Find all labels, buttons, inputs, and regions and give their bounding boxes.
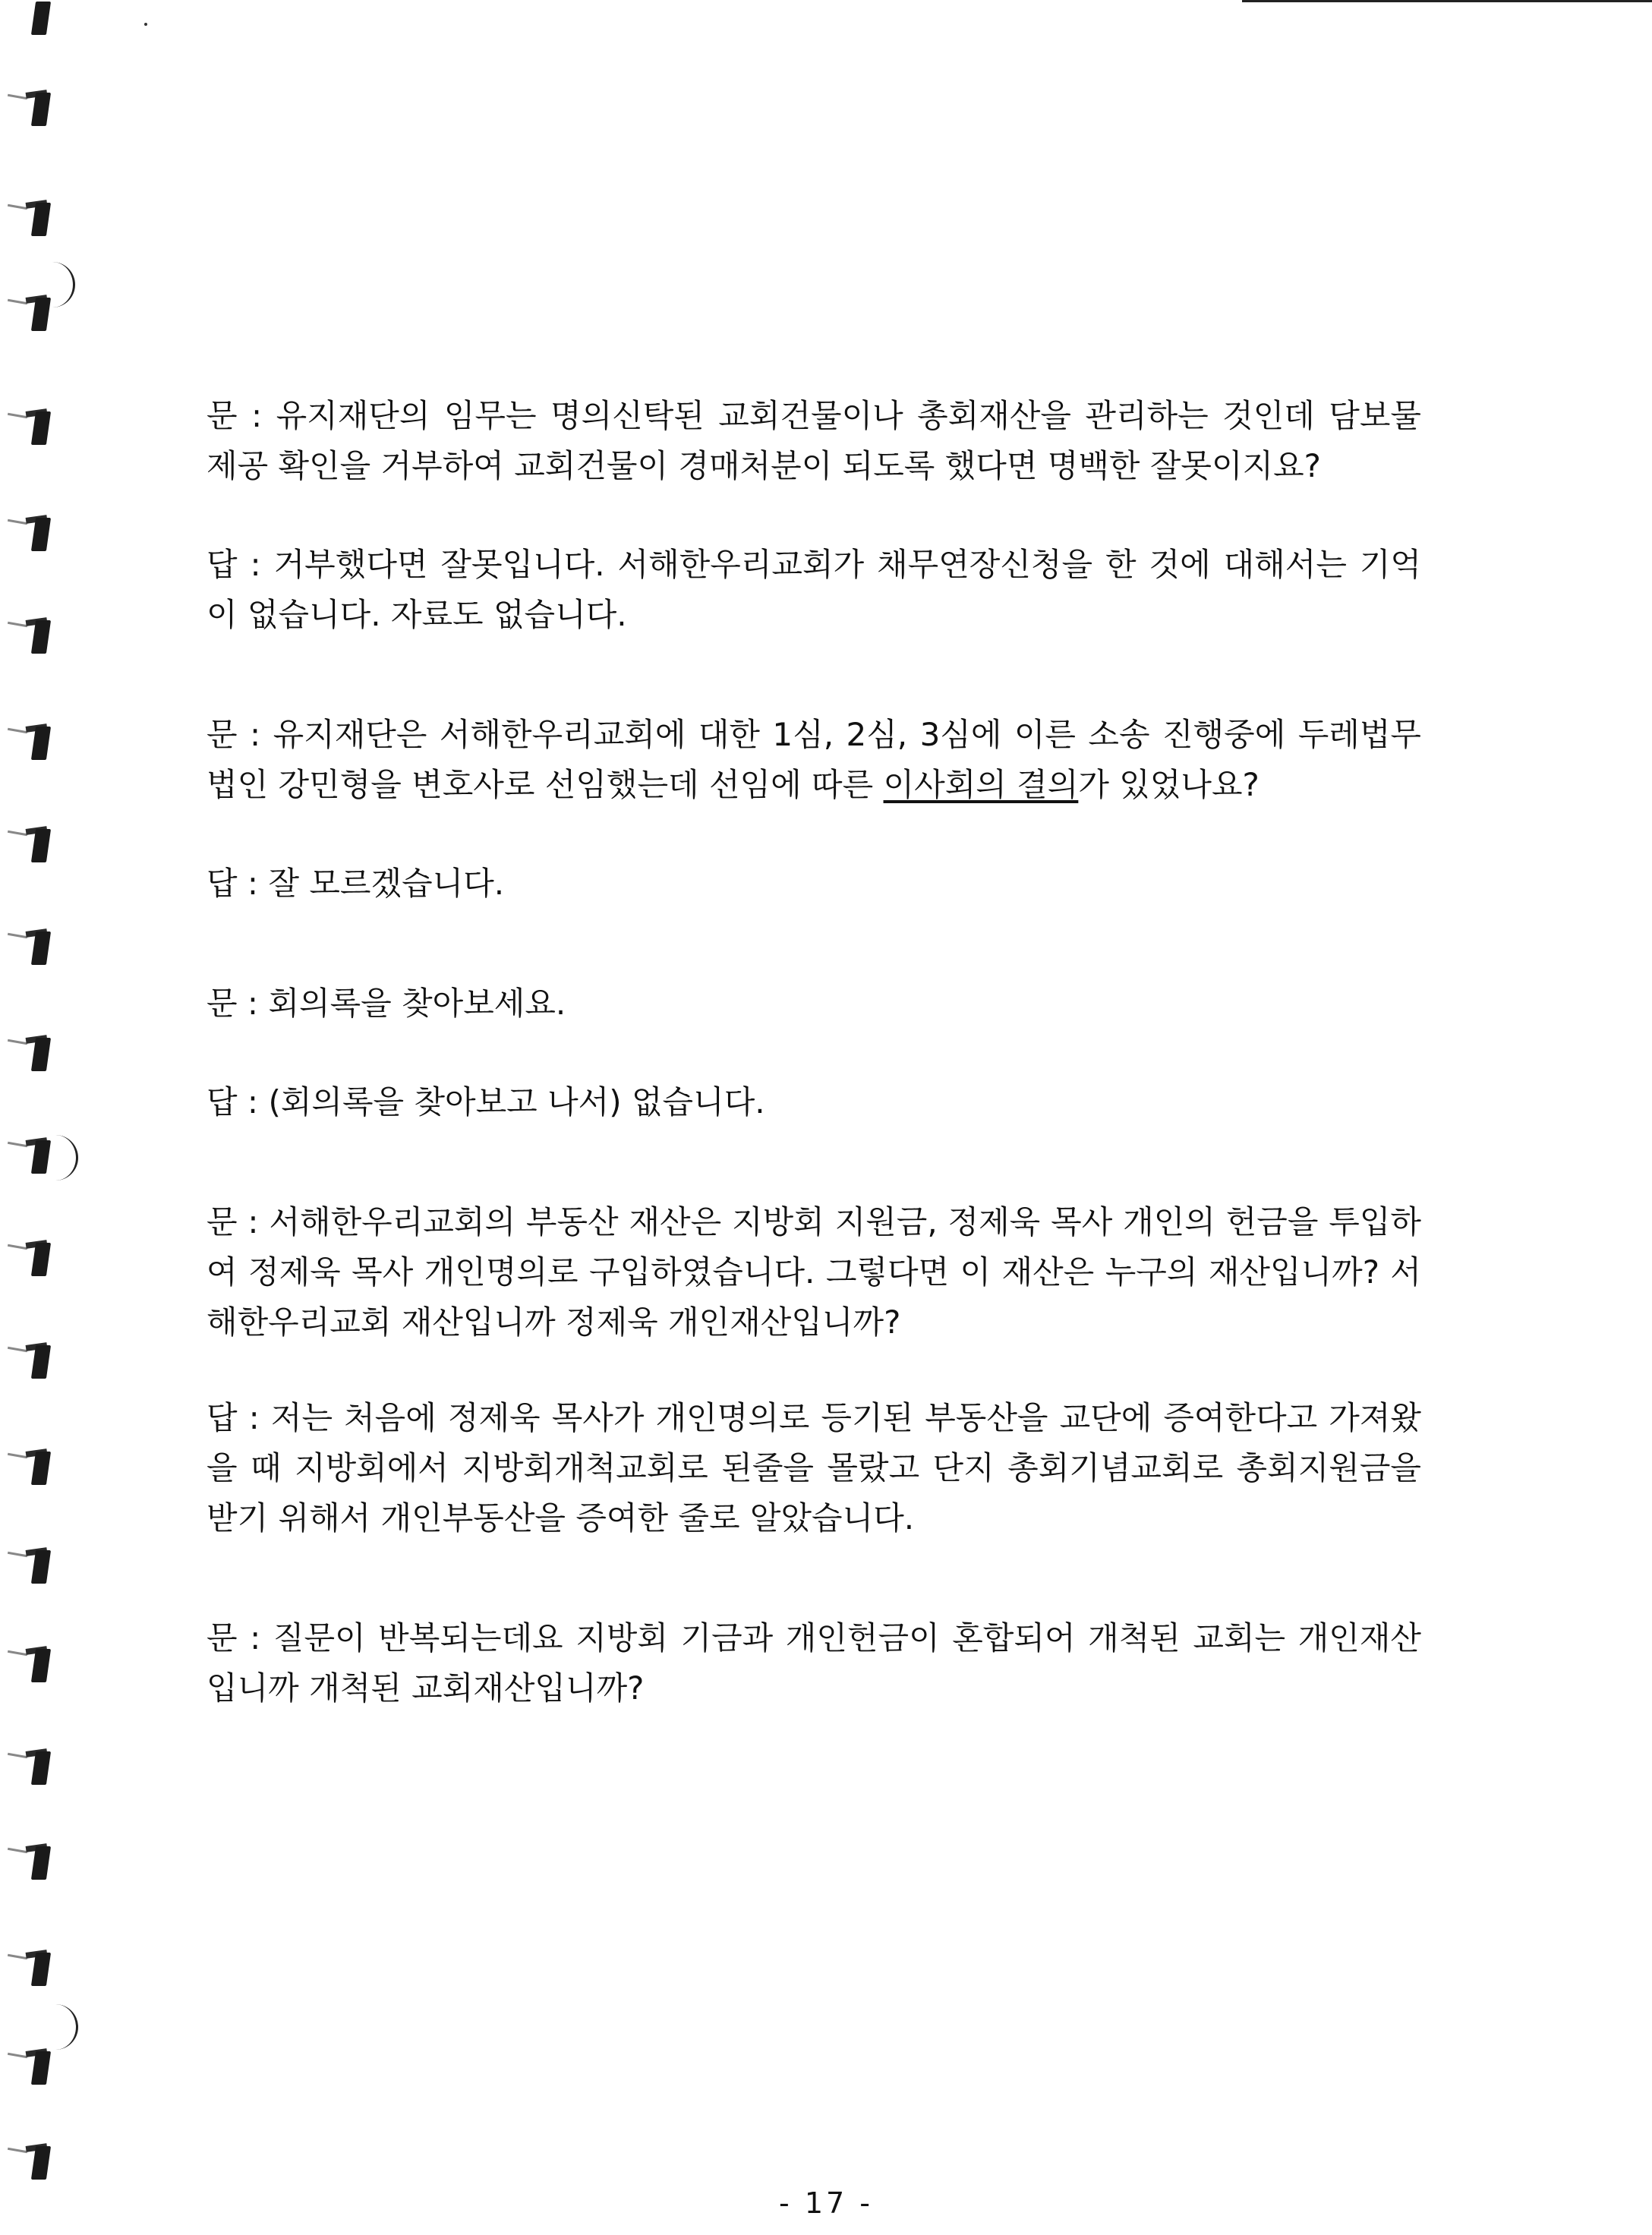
speaker-separator: : xyxy=(237,1619,273,1657)
binding-ring-arc xyxy=(50,1135,78,1181)
question-block xyxy=(206,1613,1421,1713)
binding-hole xyxy=(26,1450,52,1485)
answer-block xyxy=(206,540,1421,640)
binding-hole xyxy=(26,725,52,760)
answer-text: 저는 처음에 정제욱 목사가 개인명의로 등기된 부동산을 교단에 증여한다고 가져왔을 때 지방회에서 지방회개척교회로 된줄을 몰랐고 단지 총회기념교회로 총회지원금을 받기 위해서 개인부동산을 증여한 줄로 알았습니다. xyxy=(206,1399,1422,1537)
binding-ring-arc xyxy=(50,2004,78,2050)
scan-speck xyxy=(144,23,147,26)
top-rule-line xyxy=(1242,0,1652,2)
page-number: - 17 - xyxy=(779,2186,873,2220)
binding-hole xyxy=(26,1750,52,1785)
question-text: 유지재단의 임무는 명의신탁된 교회건물이나 총회재산을 관리하는 것인데 담보물 제공 확인을 거부하여 교회건물이 경매처분이 되도록 했다면 명백한 잘못이지요? xyxy=(206,397,1421,484)
speaker-label: 답 xyxy=(206,546,238,583)
binding-hole xyxy=(26,1845,52,1880)
binding-hole xyxy=(26,91,52,126)
binding-ring-arc xyxy=(47,262,75,307)
speaker-label: 문 xyxy=(206,985,238,1022)
question-block xyxy=(206,710,1421,810)
answer-block xyxy=(206,859,1421,909)
underlined-phrase: 이사회의 결의 xyxy=(883,766,1079,803)
answer-block xyxy=(206,1077,1421,1127)
question-text-tail: 가 있었나요? xyxy=(1078,766,1259,803)
question-block xyxy=(206,1197,1421,1348)
question-block xyxy=(206,391,1421,491)
speaker-label: 답 xyxy=(206,1083,238,1121)
binding-hole xyxy=(26,1241,52,1276)
binding-hole xyxy=(26,201,52,236)
question-text: 유지재단은 서해한우리교회에 대한 1심, 2심, 3심에 이른 소송 진행중에 두레법무법인 강민형을 변호사로 선임했는데 선임에 따른 xyxy=(206,716,1421,803)
speaker-label: 문 xyxy=(206,1203,238,1240)
answer-block xyxy=(206,1393,1421,1543)
question-block xyxy=(206,979,1421,1029)
binding-hole xyxy=(26,0,52,35)
binding-hole xyxy=(26,1344,52,1379)
binding-hole xyxy=(26,930,52,965)
speaker-separator: : xyxy=(237,397,276,434)
binding-hole xyxy=(26,827,52,862)
spiral-binding-marks xyxy=(0,0,91,2235)
answer-text: 거부했다면 잘못입니다. 서해한우리교회가 채무연장신청을 한 것에 대해서는 기억이 없습니다. 자료도 없습니다. xyxy=(206,546,1421,633)
speaker-separator: : xyxy=(237,1203,270,1240)
binding-hole xyxy=(26,619,52,654)
speaker-label: 문 xyxy=(206,1619,238,1657)
answer-text: (회의록을 찾아보고 나서) 없습니다. xyxy=(268,1083,765,1121)
speaker-separator: : xyxy=(237,865,269,902)
binding-hole xyxy=(26,1036,52,1071)
speaker-separator: : xyxy=(237,985,269,1022)
binding-hole xyxy=(26,2050,52,2085)
speaker-separator: : xyxy=(237,1399,271,1436)
question-text: 질문이 반복되는데요 지방회 기금과 개인헌금이 혼합되어 개척된 교회는 개인재산입니까 개척된 교회재산입니까? xyxy=(206,1619,1421,1707)
speaker-separator: : xyxy=(237,546,274,583)
speaker-separator: : xyxy=(237,716,273,753)
speaker-label: 답 xyxy=(206,1399,238,1436)
binding-hole xyxy=(26,1139,52,1174)
speaker-label: 문 xyxy=(206,716,238,753)
binding-hole xyxy=(26,1647,52,1682)
question-text: 회의록을 찾아보세요. xyxy=(268,985,566,1022)
binding-hole xyxy=(26,1951,52,1986)
speaker-label: 답 xyxy=(206,865,238,902)
question-text: 서해한우리교회의 부동산 재산은 지방회 지원금, 정제욱 목사 개인의 헌금을 투입하여 정제욱 목사 개인명의로 구입하였습니다. 그렇다면 이 재산은 누구의 재산입니까? 서해한우리교회 재산입니까 정제욱 개인재산입니까? xyxy=(206,1203,1421,1341)
answer-text: 잘 모르겠습니다. xyxy=(268,865,505,902)
speaker-label: 문 xyxy=(206,397,238,434)
transcript-body xyxy=(206,391,1421,1713)
binding-hole xyxy=(26,516,52,551)
binding-hole xyxy=(26,410,52,445)
speaker-separator: : xyxy=(237,1083,269,1121)
binding-hole xyxy=(26,1549,52,1584)
binding-hole xyxy=(26,2145,52,2180)
